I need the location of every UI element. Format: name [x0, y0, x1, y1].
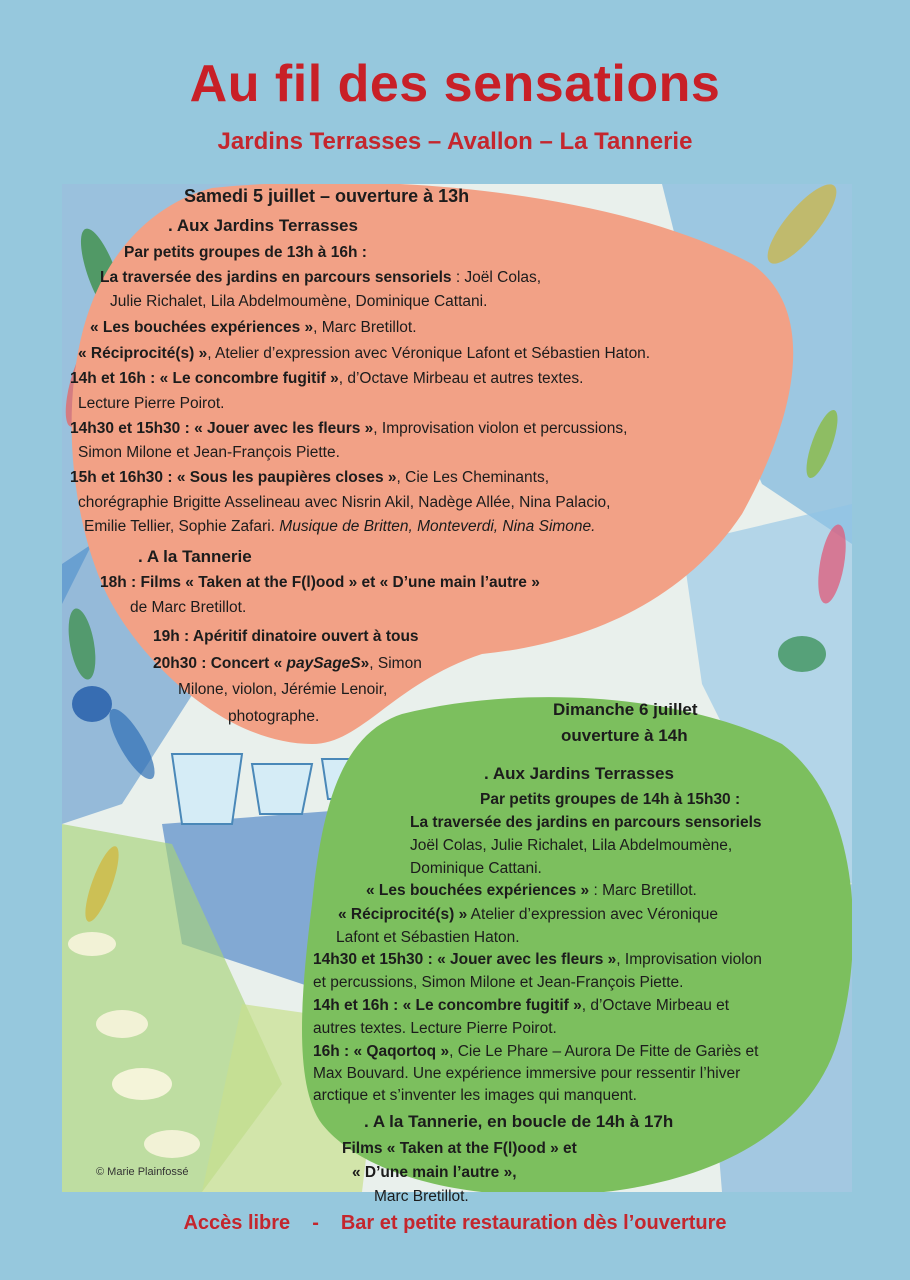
- saturday-traversee: La traversée des jardins en parcours sensoriels : Joël Colas,: [100, 269, 542, 286]
- saturday-aperitif: 19h : Apéritif dinatoire ouvert à tous: [153, 628, 419, 645]
- footer-separator: -: [312, 1212, 319, 1234]
- sunday-traversee-line3: Dominique Cattani.: [410, 860, 542, 877]
- sunday-bouchees: « Les bouchées expériences » : Marc Bretillot.: [366, 882, 697, 899]
- sunday-fleurs: 14h30 et 15h30 : « Jouer avec les fleurs », Improvisation violon: [313, 951, 762, 968]
- saturday-films: 18h : Films « Taken at the F(l)ood » et « D’une main l’autre »: [100, 574, 540, 591]
- sunday-fleurs-line2: et percussions, Simon Milone et Jean-François Piette.: [313, 974, 684, 991]
- saturday-paupieres-line3: Emilie Tellier, Sophie Zafari. Musique de Britten, Monteverdi, Nina Simone.: [84, 518, 596, 535]
- saturday-concombre: 14h et 16h : « Le concombre fugitif », d’Octave Mirbeau et autres textes.: [70, 370, 584, 387]
- saturday-section-tannerie: . A la Tannerie: [138, 547, 252, 566]
- saturday-concert-line2: Milone, violon, Jérémie Lenoir,: [178, 681, 388, 698]
- saturday-paupieres: 15h et 16h30 : « Sous les paupières closes », Cie Les Cheminants,: [70, 469, 550, 486]
- saturday-reciprocite: « Réciprocité(s) », Atelier d’expression avec Véronique Lafont et Sébastien Haton.: [78, 345, 651, 362]
- saturday-concert: 20h30 : Concert « paySageS», Simon: [153, 655, 422, 672]
- saturday-fleurs: 14h30 et 15h30 : « Jouer avec les fleurs », Improvisation violon et percussions,: [70, 420, 628, 437]
- sunday-qaqortoq-line2: Max Bouvard. Une expérience immersive pour ressentir l’hiver: [313, 1065, 741, 1082]
- sunday-concombre: 14h et 16h : « Le concombre fugitif », d’Octave Mirbeau et: [313, 997, 730, 1014]
- saturday-heading: Samedi 5 juillet – ouverture à 13h: [184, 186, 470, 206]
- sunday-heading: Dimanche 6 juillet: [553, 700, 698, 719]
- page-subtitle: Jardins Terrasses – Avallon – La Tannerie: [217, 128, 693, 155]
- page-title: Au fil des sensations: [189, 55, 721, 113]
- sunday-traversee: La traversée des jardins en parcours sensoriels: [410, 814, 762, 831]
- saturday-concombre-line2: Lecture Pierre Poirot.: [78, 395, 225, 412]
- sunday-qaqortoq: 16h : « Qaqortoq », Cie Le Phare – Aurora De Fitte de Gariès et: [313, 1043, 759, 1060]
- illustration-credit: © Marie Plainfossé: [96, 1166, 189, 1178]
- saturday-concert-line3: photographe.: [228, 708, 320, 725]
- sunday-traversee-line2: Joël Colas, Julie Richalet, Lila Abdelmoumène,: [410, 837, 733, 854]
- saturday-bouchees: « Les bouchées expériences », Marc Bretillot.: [90, 319, 417, 336]
- sunday-section-jardins: . Aux Jardins Terrasses: [484, 764, 674, 783]
- sunday-films: Films « Taken at the F(l)ood » et: [342, 1140, 577, 1157]
- footer-free-access: Accès libre: [183, 1212, 291, 1234]
- sunday-groups: Par petits groupes de 14h à 15h30 :: [480, 791, 741, 808]
- footer-bar-info: Bar et petite restauration dès l’ouverture: [340, 1212, 727, 1234]
- saturday-paupieres-line2: chorégraphie Brigitte Asselineau avec Nisrin Akil, Nadège Allée, Nina Palacio,: [78, 494, 611, 511]
- sunday-films-line2: « D’une main l’autre »,: [352, 1164, 517, 1181]
- sunday-qaqortoq-line3: arctique et s’inventer les images qui manquent.: [313, 1087, 637, 1104]
- sunday-section-tannerie: . A la Tannerie, en boucle de 14h à 17h: [364, 1112, 674, 1131]
- saturday-groups: Par petits groupes de 13h à 16h :: [124, 244, 367, 261]
- sunday-opening: ouverture à 14h: [561, 726, 688, 745]
- sunday-reciprocite-line2: Lafont et Sébastien Haton.: [336, 929, 520, 946]
- saturday-films-line2: de Marc Bretillot.: [130, 599, 247, 616]
- sunday-concombre-line2: autres textes. Lecture Pierre Poirot.: [313, 1020, 557, 1037]
- saturday-traversee-line2: Julie Richalet, Lila Abdelmoumène, Dominique Cattani.: [110, 293, 488, 310]
- footer: [0, 1212, 910, 1235]
- saturday-section-jardins: . Aux Jardins Terrasses: [168, 216, 358, 235]
- sunday-films-line3: Marc Bretillot.: [374, 1188, 469, 1205]
- sunday-reciprocite: « Réciprocité(s) » Atelier d’expression avec Véronique: [338, 906, 718, 923]
- saturday-fleurs-line2: Simon Milone et Jean-François Piette.: [78, 444, 340, 461]
